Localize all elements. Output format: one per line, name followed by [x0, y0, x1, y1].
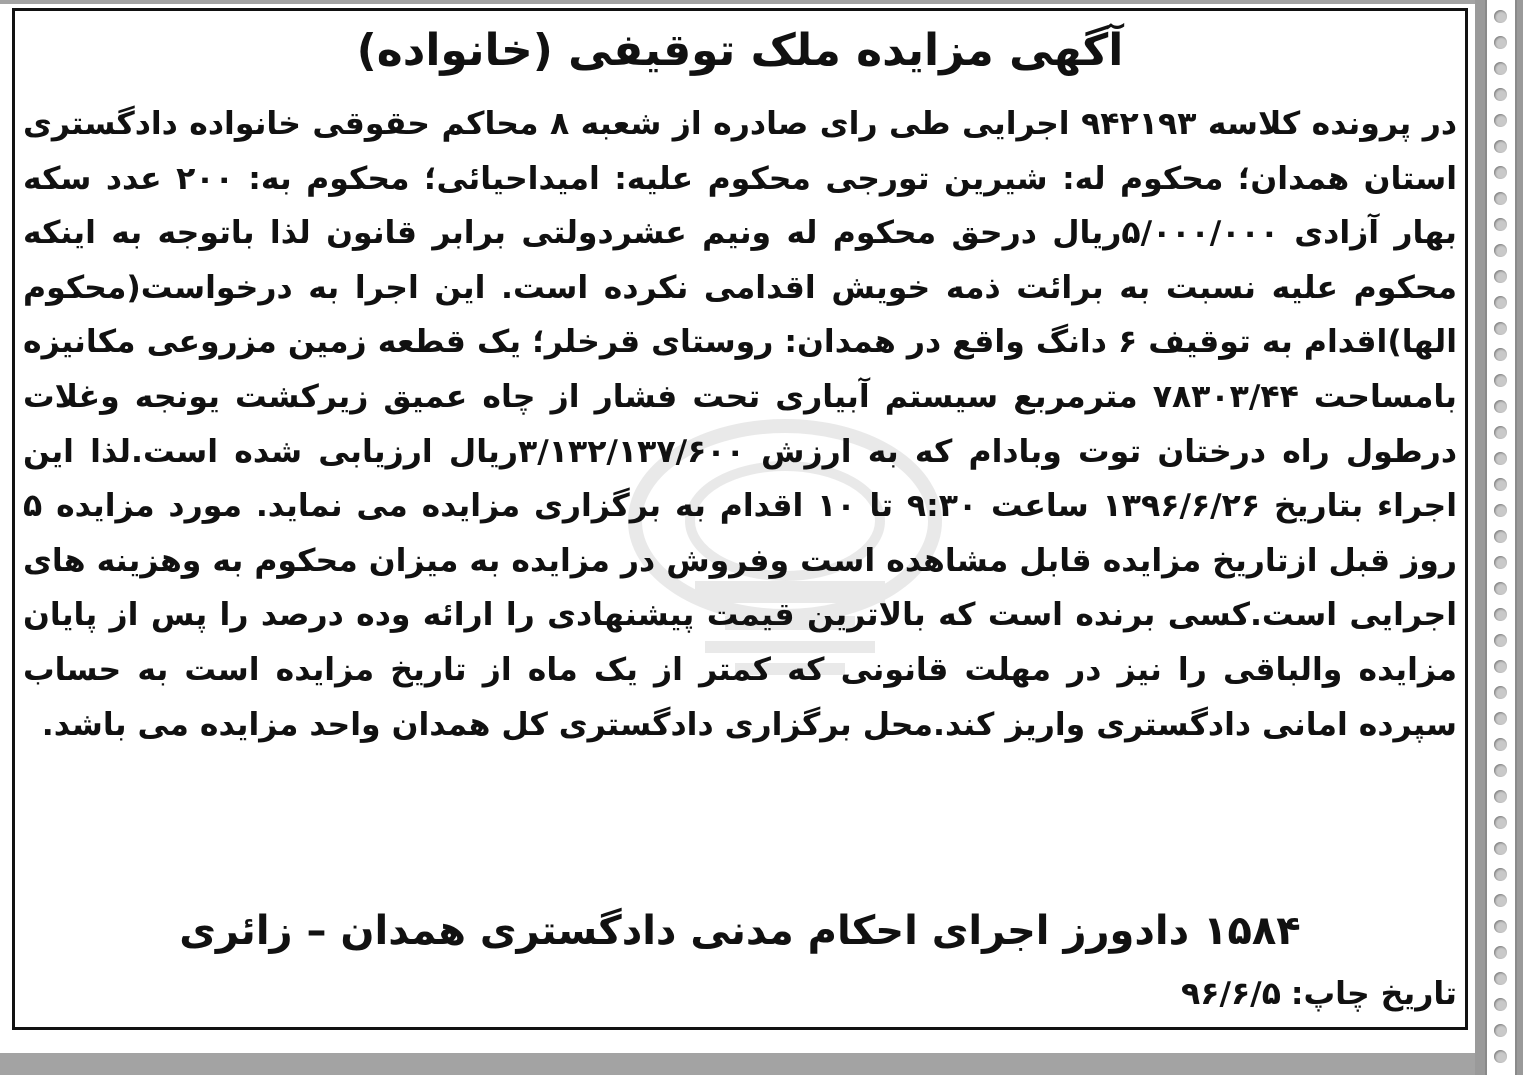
perforation-hole — [1494, 192, 1507, 205]
perforation-hole — [1494, 10, 1507, 23]
perforation-hole — [1494, 582, 1507, 595]
perforation-hole — [1494, 140, 1507, 153]
perforation-hole — [1494, 322, 1507, 335]
auction-notice — [12, 8, 1468, 1030]
perforation-hole — [1494, 946, 1507, 959]
perforation-holes — [1485, 0, 1517, 1075]
perforation-hole — [1494, 790, 1507, 803]
perforation-hole — [1494, 530, 1507, 543]
perforation-hole — [1494, 478, 1507, 491]
perforation-hole — [1494, 634, 1507, 647]
perforation-hole — [1494, 556, 1507, 569]
perforation-hole — [1494, 920, 1507, 933]
print-date-label: تاریخ چاپ: — [1290, 976, 1457, 1012]
notice-title: آگهی مزایده ملک توقیفی (خانواده) — [356, 25, 1124, 76]
perforation-hole — [1494, 62, 1507, 75]
perforation-hole — [1494, 972, 1507, 985]
print-date — [1181, 969, 1457, 1019]
perforation-hole — [1494, 270, 1507, 283]
perforation-hole — [1494, 816, 1507, 829]
perforation-hole — [1494, 114, 1507, 127]
perforation-hole — [1494, 842, 1507, 855]
perforation-hole — [1494, 36, 1507, 49]
perforation-hole — [1494, 1050, 1507, 1063]
perforation-hole — [1494, 400, 1507, 413]
perforation-hole — [1494, 452, 1507, 465]
perforation-hole — [1494, 686, 1507, 699]
perforation-hole — [1494, 166, 1507, 179]
perforation-hole — [1494, 660, 1507, 673]
perforation-hole — [1494, 244, 1507, 257]
top-edge-bar — [0, 0, 1475, 4]
perforation-hole — [1494, 296, 1507, 309]
perforation-hole — [1494, 712, 1507, 725]
perforation-hole — [1494, 608, 1507, 621]
perforation-hole — [1494, 868, 1507, 881]
perforation-hole — [1494, 88, 1507, 101]
perforation-hole — [1494, 738, 1507, 751]
perforation-hole — [1494, 504, 1507, 517]
perforation-hole — [1494, 764, 1507, 777]
notice-signature: ۱۵۸۴ دادورز اجرای احکام مدنی دادگستری همدان – زائری — [179, 908, 1301, 954]
bottom-edge-bar — [0, 1053, 1475, 1075]
perforated-edge-strip — [1475, 0, 1523, 1075]
perforation-hole — [1494, 426, 1507, 439]
perforation-hole — [1494, 218, 1507, 231]
perforation-hole — [1494, 998, 1507, 1011]
notice-body: در پرونده کلاسه ۹۴۲۱۹۳ اجرایی طی رای صادره از شعبه ۸ محاکم حقوقی خانواده دادگستری استان همدان؛ محکوم له: شیرین تورجی محکوم علیه: امیداحیائی؛ محکوم به: ۲۰۰ عدد سکه بهار آزادی ۵/۰۰۰/۰۰۰ریال درحق محکوم له ونیم عشردولتی برابر قانون لذا باتوجه به اینکه محکوم علیه نسبت به برائت ذمه خویش اقدامی نکرده است. این اجرا به درخواست(محکوم الها)اقدام به توقیف ۶ دانگ واقع در همدان: روستای قرخلر؛ یک قطعه زمین مزروعی مکانیزه بامساحت ۷۸۳۰۳/۴۴ مترمربع سیستم آبیاری تحت فشار از چاه عمیق زیرکشت یونجه وغلات درطول راه درختان توت وبادام که به ارزش ۳/۱۳۲/۱۳۷/۶۰۰ریال ارزیابی شده است.لذا این اجراء بتاریخ ۱۳۹۶/۶/۲۶ ساعت ۹:۳۰ تا ۱۰ اقدام به برگزاری مزایده می نماید. مورد مزایده ۵ روز قبل ازتاریخ مزایده قابل مشاهده است وفروش در مزایده به میزان محکوم به وهزینه های اجرایی است.کسی برنده است که بالاترین قیمت پیشنهادی را ارائه وده درصد را پس از پایان مزایده والباقی را نیز در مهلت قانونی که کمتر از یک ماه از تاریخ مزایده است به حساب سپرده امانی دادگستری واریز کند.محل برگزاری دادگستری کل همدان واحد مزایده می باشد. — [23, 106, 1457, 743]
perforation-hole — [1494, 1024, 1507, 1037]
print-date-value: ۹۶/۶/۵ — [1181, 976, 1281, 1012]
perforation-hole — [1494, 374, 1507, 387]
perforation-hole — [1494, 894, 1507, 907]
perforation-hole — [1494, 348, 1507, 361]
